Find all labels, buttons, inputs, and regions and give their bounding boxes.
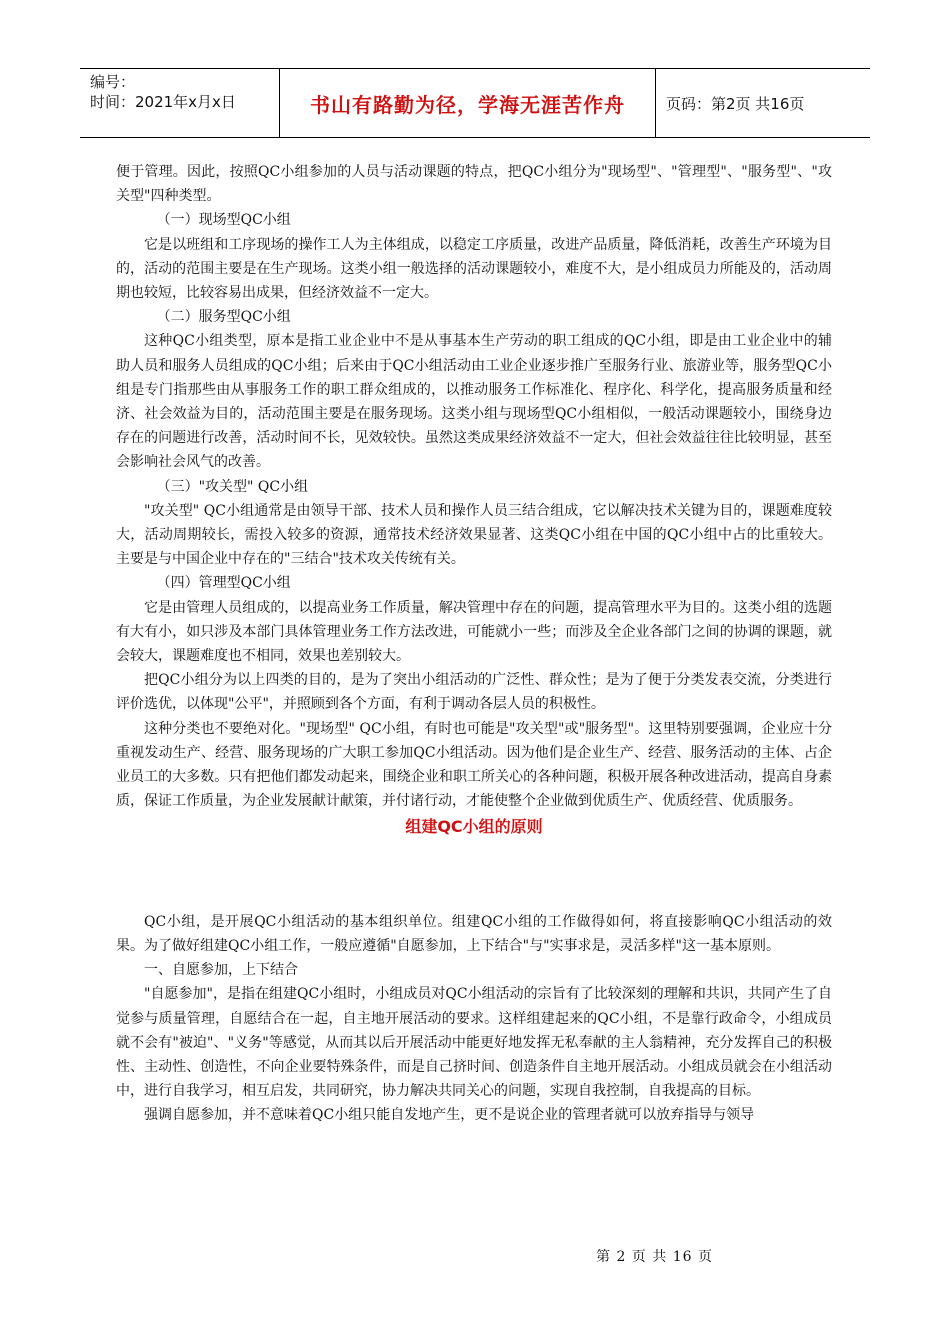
paragraph: 它是由管理人员组成的，以提高业务工作质量，解决管理中存在的问题，提高管理水平为目的。这类小组的选题有大有小，如只涉及本部门具体管理业务工作方法改进，可能就小一些；而涉及全企业各部门之间的协调的课题，就会较大，课题难度也不相同，效果也差别较大。 — [116, 599, 832, 665]
section-subheading: （一）现场型QC小组 — [156, 212, 291, 229]
date-label: 时间：2021年x月x日 — [90, 93, 236, 111]
paragraph: "自愿参加"，是指在组建QC小组时，小组成员对QC小组活动的宗旨有了比较深刻的理解和共识，共同产生了自觉参与质量管理，自愿结合在一起，自主地开展活动的要求。这样组建起来的QC小组，不是靠行政命令，小组成员就不会有"被迫"、"义务"等感觉，从而其以后开展活动中能更好地发挥无私奉献的主人翁精神，充分发挥自己的积极性、主动性、创造性，不向企业要特殊条件，而是自己挤时间、创造条件自主地开展活动。小组成员就会在小组活动中，进行自我学习，相互启发，共同研究，协力解决共同关心的问题，实现自我控制，自我提高的目标。 — [116, 986, 832, 1100]
paragraph: 强调自愿参加，并不意味着QC小组只能自发地产生，更不是说企业的管理者就可以放弃指导与领导 — [144, 1107, 755, 1124]
paragraph: 这种分类也不要绝对化。"现场型" QC小组，有时也可能是"攻关型"或"服务型"。这里特别要强调，企业应十分重视发动生产、经营、服务现场的广大职工参加QC小组活动。因为他们是企业生产、经营、服务活动的主体、占企业员工的大多数。只有把他们都发动起来，围绕企业和职工所关心的各种问题，积极开展各种改进活动，提高自身素质，保证工作质量，为企业发展献计献策，并付诸行动，才能使整个企业做到优质生产、优质经营、优质服务。 — [116, 720, 832, 810]
spacer — [116, 840, 832, 910]
paragraph: 这种QC小组类型，原本是指工业企业中不是从事基本生产劳动的职工组成的QC小组，即是由工业企业中的辅助人员和服务人员组成的QC小组；后来由于QC小组活动由工业企业逐步推广至服务行业、旅游业等，服务型QC小组是专门指那些由从事服务工作的职工群众组成的，以推动服务工作标准化、程序化、科学化，提高服务质量和经济、社会效益为目的，活动范围主要是在服务现场。这类小组与现场型QC小组相似，一般活动课题较小，围绕身边存在的问题进行改善，活动时间不长，见效较快。虽然这类成果经济效益不一定大，但社会效益往往比较明显，甚至会影响社会风气的改善。 — [116, 333, 832, 471]
header-page-number: 页码：第2页 共16页 — [666, 94, 805, 113]
header-info — [80, 69, 280, 137]
section-subheading: （三）"攻关型" QC小组 — [156, 478, 309, 495]
page-footer: 第 2 页 共 16 页 — [596, 1249, 713, 1265]
section-subheading: （二）服务型QC小组 — [156, 309, 291, 326]
doc-number-label: 编号： — [90, 73, 136, 91]
paragraph: 它是以班组和工序现场的操作工人为主体组成，以稳定工序质量，改进产品质量，降低消耗，改善生产环境为目的，活动的范围主要是在生产现场。这类小组一般选择的活动课题较小，难度不大，是小组成员力所能及的，活动周期也较短，比较容易出成果，但经济效益不一定大。 — [116, 236, 832, 302]
page-header — [80, 68, 870, 138]
section-subheading: 一、自愿参加，上下结合 — [144, 962, 298, 979]
document-body — [116, 160, 832, 1128]
section-subheading: （四）管理型QC小组 — [156, 575, 291, 592]
paragraph: 便于管理。因此，按照QC小组参加的人员与活动课题的特点，把QC小组分为"现场型"、"管理型"、"服务型"、"攻关型"四种类型。 — [116, 164, 832, 205]
paragraph: "攻关型" QC小组通常是由领导干部、技术人员和操作人员三结合组成，它以解决技术关键为目的，课题难度较大，活动周期较长，需投入较多的资源，通常技术经济效果显著、这类QC小组在中国的QC小组中占的比重较大。主要是与中国企业中存在的"三结合"技术攻关传统有关。 — [116, 502, 832, 568]
paragraph: 把QC小组分为以上四类的目的，是为了突出小组活动的广泛性、群众性；是为了便于分类发表交流，分类进行评价选优，以体现"公平"，并照顾到各个方面，有利于调动各层人员的积极性。 — [116, 672, 832, 713]
paragraph: QC小组，是开展QC小组活动的基本组织单位。组建QC小组的工作做得如何，将直接影响QC小组活动的效果。为了做好组建QC小组工作，一般应遵循"自愿参加，上下结合"与"实事求是，灵活多样"这一基本原则。 — [116, 913, 832, 954]
header-slogan: 书山有路勤为径，学海无涯苦作舟 — [280, 69, 656, 137]
section-heading: 组建QC小组的原则 — [405, 817, 543, 837]
